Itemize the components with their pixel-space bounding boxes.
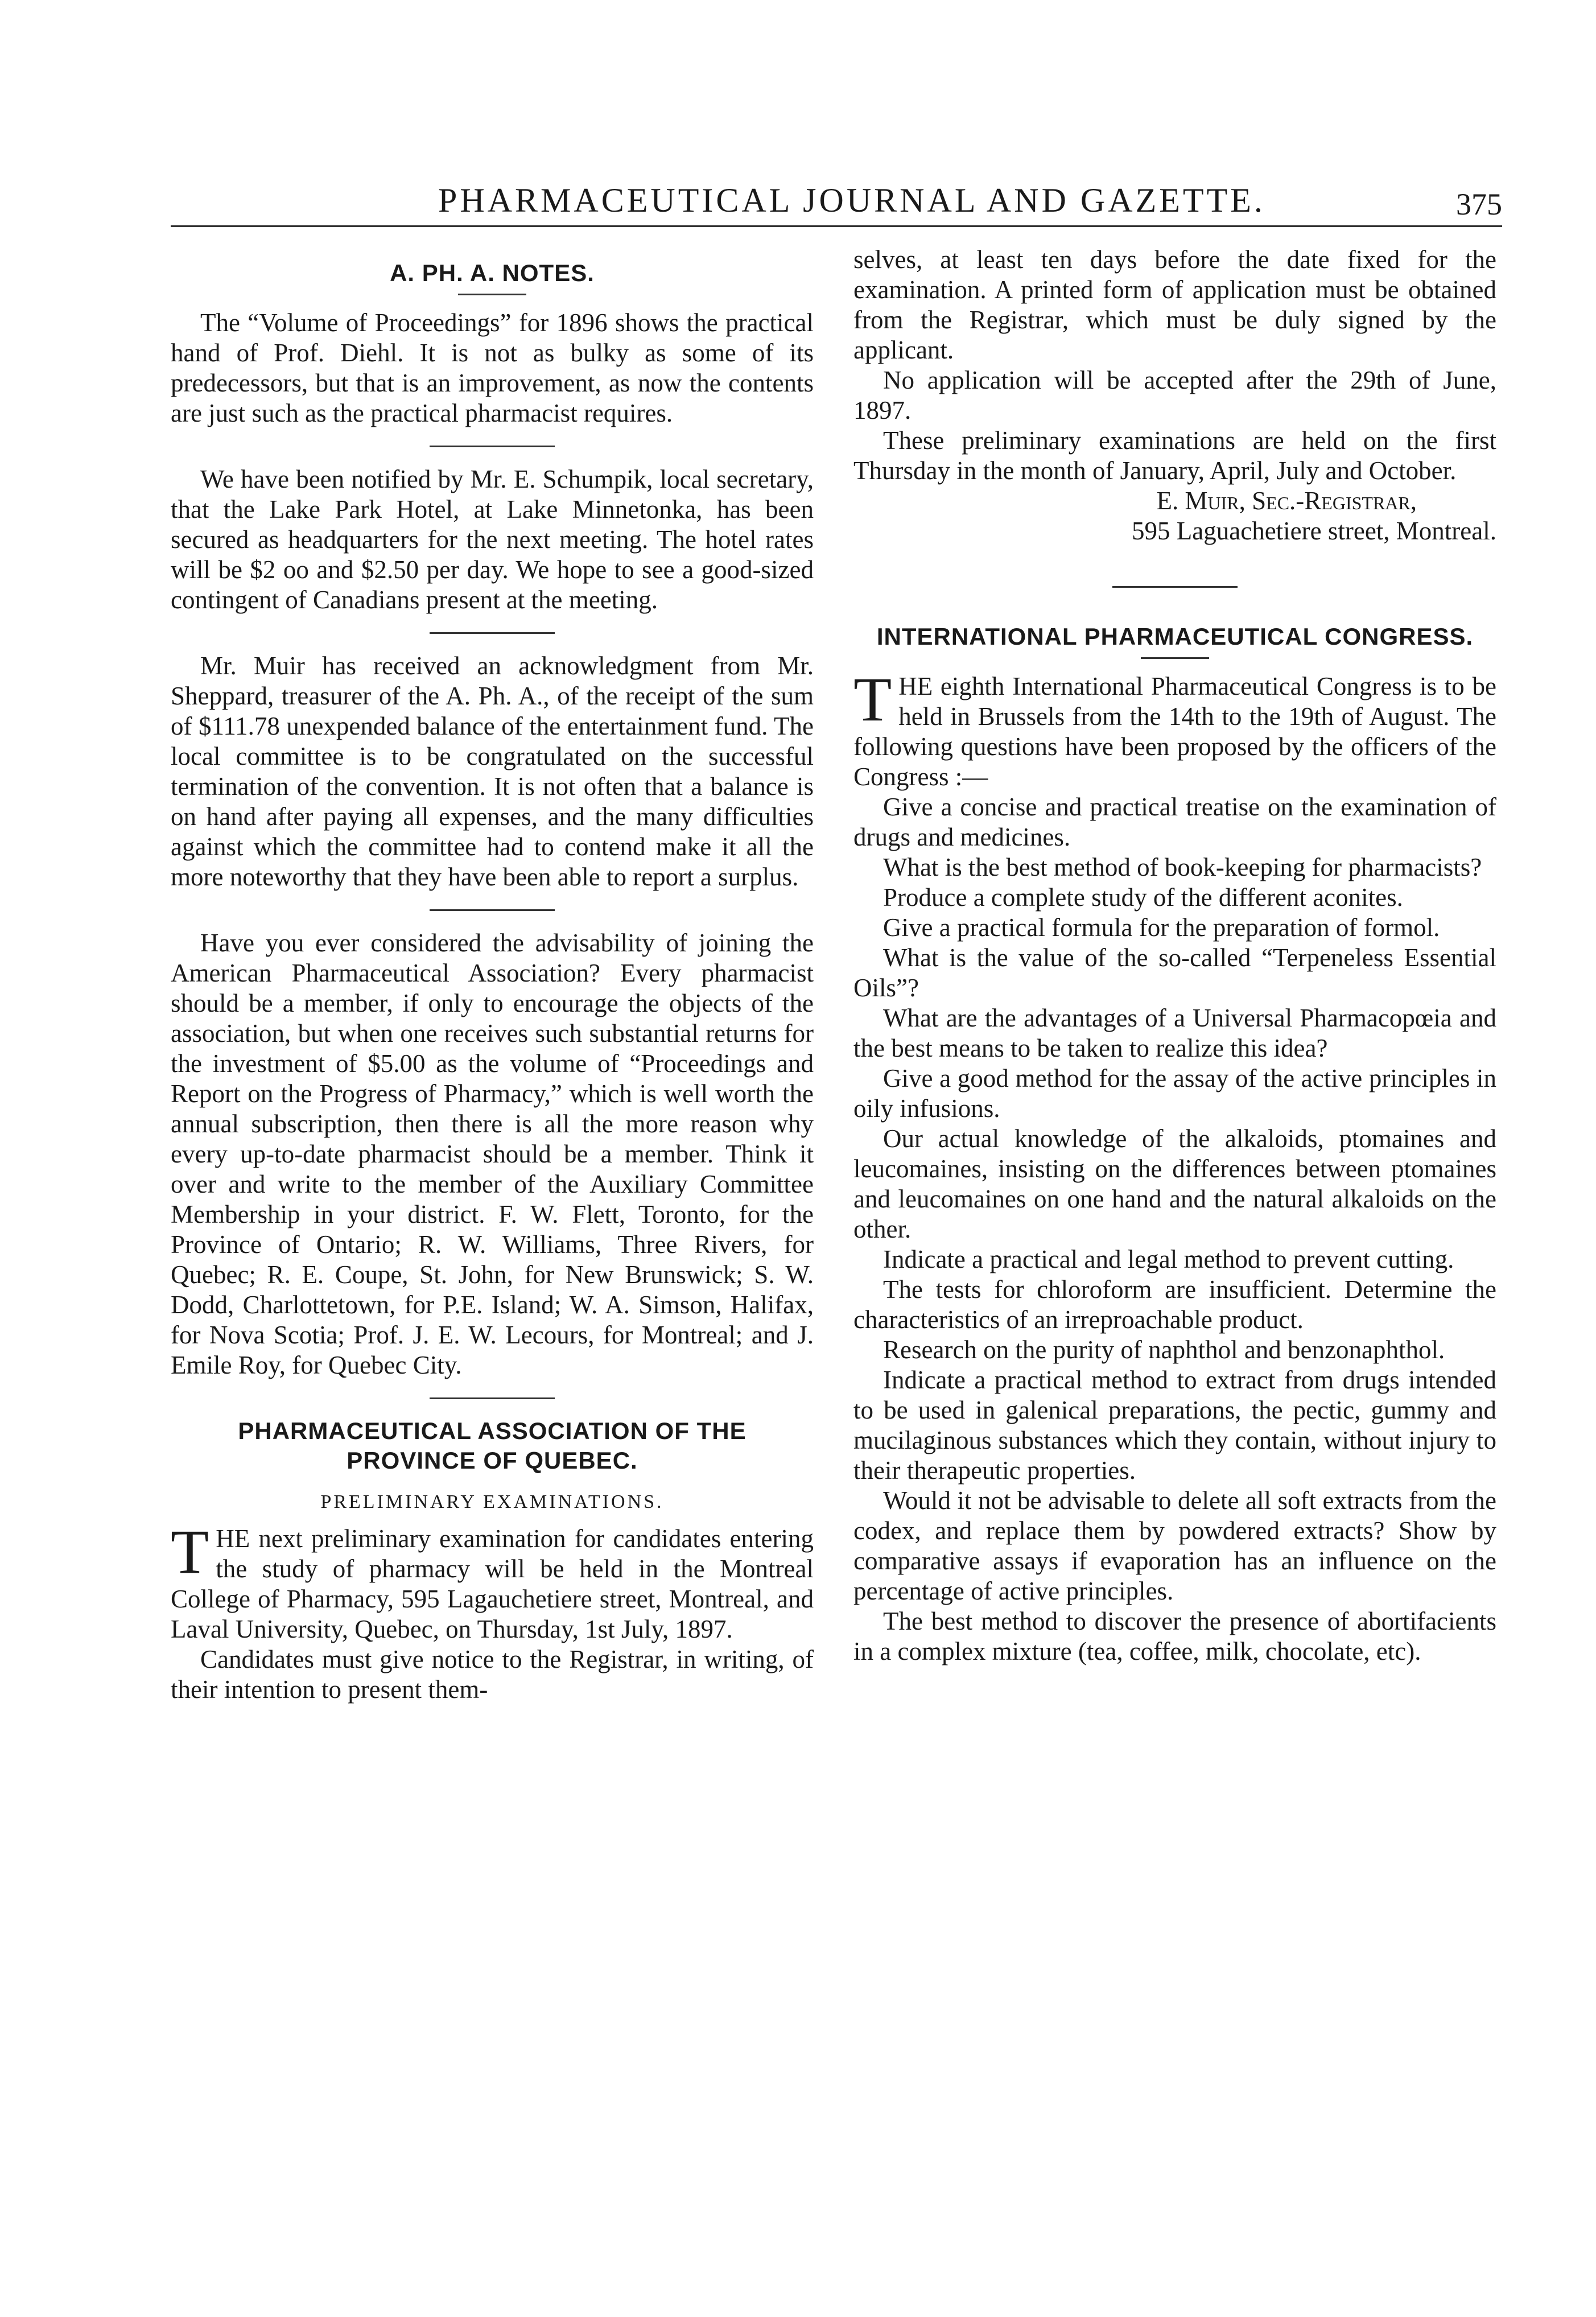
section-divider	[430, 446, 555, 447]
section-divider	[430, 632, 555, 634]
question-item: The best method to discover the presence of abortifacients in a complex mixture (tea, coffee, milk, chocolate, etc).	[853, 1607, 1496, 1665]
quebec-association-heading: PHARMACEUTICAL ASSOCIATION OF THE PROVINCE OF QUEBEC.	[238, 1417, 747, 1474]
preliminary-exams-subheading: PRELIMINARY EXAMINATIONS.	[320, 1491, 664, 1512]
paragraph-membership: Have you ever considered the advisability of joining the American Pharmaceutical Association? Every pharmacist should be a member, if only to encourage the objects of the association, but when one receives such substantial returns for the investment of $5.00 as the volume of “Proceedings and Report on the Progress of Pharmacy,” which is well worth the annual subscription, then there is all the more reason why every up-to-date pharmacist should be a member. Think it over and write to the member of the Auxiliary Committee Membership in your district. F. W. Flett, Toronto, for the Province of Ontario; R. W. Williams, Three Rivers, for Quebec; R. E. Coupe, St. John, for New Brunswick; S. W. Dodd, Charlottetown, for P.E. Island; W. A. Simson, Halifax, for Nova Scotia; Prof. J. E. W. Lecours, for Montreal; and J. Emile Roy, for Quebec City.	[171, 929, 814, 1379]
congress-heading: INTERNATIONAL PHARMACEUTICAL CONGRESS.	[876, 623, 1474, 650]
paragraph-congress-intro	[853, 665, 1496, 792]
congress-intro-text: HE eighth International Pharmaceutical Congress is to be held in Brussels from the 14th to the 19th of August. The following questions have been proposed by the officers of the Congress :—	[853, 672, 1496, 791]
heading-rule	[458, 294, 526, 295]
paragraph-deadline: No application will be accepted after the 29th of June, 1897.	[853, 366, 1496, 424]
header-rule	[171, 225, 1502, 227]
journal-title: PHARMACEUTICAL JOURNAL AND GAZETTE.	[438, 182, 1265, 219]
question-item: Give a practical formula for the preparation of formol.	[883, 913, 1440, 942]
paragraph-preliminary-exam	[171, 1517, 814, 1644]
aph-notes-heading: A. PH. A. NOTES.	[390, 259, 595, 286]
paragraph-surplus: Mr. Muir has received an acknowledgment from Mr. Sheppard, treasurer of the A. Ph. A., of the receipt of the sum of $111.78 unexpended balance of the entertainment fund. The local committee is to be congratulated on the successful termination of the convention. It is not often that a balance is on hand after paying all expenses, and the many difficulties against which the committee had to contend make it all the more noteworthy that they have been able to report a surplus.	[171, 652, 814, 891]
page-number: 375	[1456, 187, 1502, 221]
question-item: What is the best method of book-keeping for pharmacists?	[883, 853, 1482, 881]
question-item: Indicate a practical method to extract from drugs intended to be used in galenical preparations, the pectic, gummy and mucilaginous substances which they contain, without injury to their therapeutic properties.	[853, 1366, 1496, 1485]
question-item: Indicate a practical and legal method to prevent cutting.	[883, 1245, 1454, 1273]
running-header	[171, 181, 1502, 226]
drop-cap: T	[171, 1517, 209, 1586]
question-item: What is the value of the so-called “Terpeneless Essential Oils”?	[853, 943, 1496, 1002]
left-column	[171, 245, 814, 1705]
question-item: Give a good method for the assay of the active principles in oily infusions.	[853, 1064, 1496, 1123]
paragraph-schedule: These preliminary examinations are held on the first Thursday in the month of January, April, July and October.	[853, 426, 1496, 485]
section-divider	[430, 909, 555, 911]
paragraph-candidates: Candidates must give notice to the Registrar, in writing, of their intention to present them-	[171, 1645, 814, 1704]
question-item: What are the advantages of a Universal Pharmacopœia and the best means to be taken to realize this idea?	[853, 1004, 1496, 1062]
signature-name: E. Muir, Sec.-Registrar,	[1156, 487, 1417, 515]
question-item: Give a concise and practical treatise on the examination of drugs and medicines.	[853, 793, 1496, 851]
preliminary-exam-text: HE next preliminary examination for candidates entering the study of pharmacy will be held in the Montreal College of Pharmacy, 595 Lagauchetiere street, Montreal, and Laval University, Quebec, on Thursday, 1st July, 1897.	[171, 1524, 814, 1643]
signature-address: 595 Laguachetiere street, Montreal.	[1132, 517, 1496, 545]
question-item: Produce a complete study of the different aconites.	[883, 883, 1403, 912]
question-item: Would it not be advisable to delete all soft extracts from the codex, and replace them by powdered extracts? Show by comparative assays if evaporation has an influence on the percentage of active principles.	[853, 1486, 1496, 1605]
paragraph-lake-park: We have been notified by Mr. E. Schumpik, local secretary, that the Lake Park Hotel, at Lake Minnetonka, has been secured as headquarters for the next meeting. The hotel rates will be $2 oo and $2.50 per day. We hope to see a good-sized contingent of Canadians present at the meeting.	[171, 465, 814, 614]
question-item: Research on the purity of naphthol and benzonaphthol.	[883, 1335, 1445, 1364]
question-item: Our actual knowledge of the alkaloids, ptomaines and leucomaines, insisting on the differences between ptomaines and leucomaines on one hand and the natural alkaloids on the other.	[853, 1124, 1496, 1243]
heading-rule	[1141, 657, 1209, 659]
paragraph-proceedings: The “Volume of Proceedings” for 1896 shows the practical hand of Prof. Diehl. It is not as bulky as some of its predecessors, but that is an improvement, as now the contents are just such as the practical pharmacist requires.	[171, 308, 814, 427]
signature-block	[853, 486, 1496, 546]
section-divider	[430, 1397, 555, 1399]
section-divider	[1112, 586, 1238, 588]
paragraph-continuation: selves, at least ten days before the date fixed for the examination. A printed form of application must be obtained from the Registrar, which must be duly signed by the applicant.	[853, 245, 1496, 364]
drop-cap: T	[853, 665, 892, 734]
question-item: The tests for chloroform are insufficient. Determine the characteristics of an irreproachable product.	[853, 1275, 1496, 1334]
right-column	[853, 245, 1496, 1667]
